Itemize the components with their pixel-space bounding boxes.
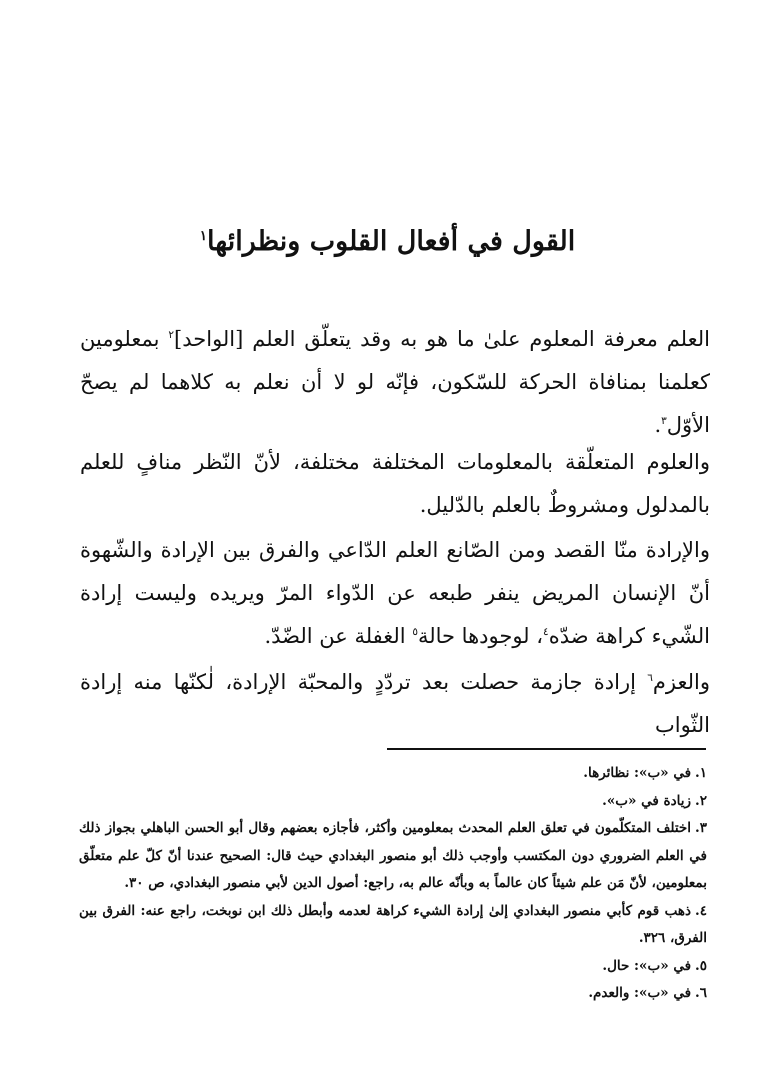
footnote-number: ٥. <box>695 957 707 974</box>
footnote-marker: ٢ <box>168 329 175 341</box>
body-paragraph <box>80 318 710 447</box>
footnote-text: في «ب»: حال. <box>602 957 692 974</box>
footnote-marker: ٤ <box>543 626 549 638</box>
footnote-marker: ٥ <box>412 626 418 638</box>
footnote-number: ٤. <box>695 902 707 919</box>
paragraph-text: . <box>654 413 662 437</box>
paragraph-text: والعزم <box>652 670 710 694</box>
footnote-text: في «ب»: نظائرها. <box>583 765 692 781</box>
footnote-separator <box>387 748 706 750</box>
footnote-number: ١. <box>695 765 707 781</box>
paragraph-text: والإرادة منّا القصد ومن الصّانع العلم الدّاعي والفرق بين الإرادة والشّهوة أنّ الإنسان المريض ينفر طبعه عن الدّواء المرّ ويريده وليست إرادة الشّيء كراهة ضدّه <box>80 538 710 648</box>
footnote-marker: ٣ <box>661 415 667 427</box>
footnote <box>79 898 707 953</box>
paragraph-text: بمعلومين كعلمنا بمنافاة الحركة للسّكون، فإنّه لو لا أن نعلم به كلاهما لم يصحّ الأوّل <box>80 327 710 437</box>
footnote <box>79 760 707 788</box>
body-paragraph <box>80 441 710 527</box>
footnote <box>79 788 707 816</box>
footnote-text: ذهب قوم كأبي منصور البغدادي إلىٰ إرادة الشيء كراهة لعدمه وأبطل ذلك ابن نوبخت، راجع عنه: الفرق بين الفرق، ٣٢٦. <box>79 902 707 946</box>
footnote-text: اختلف المتكلّمون في تعلق العلم المحدث بمعلومين وأكثر، فأجازه بعضهم وقال أبو الحسن الباهلي بجواز ذلك في العلم الضروري دون المكتسب وأوجب ذلك أبو منصور البغدادي حيث قال: الصحيح عندنا أنّ كلّ علم متعلّق بمعلومين، لأنّ مَن علم شيئاً كان عالماً به وبأنّه عالم به، راجع: أصول الدين لأبي منصور البغدادي، ص ٣٠. <box>79 820 707 891</box>
footnote-number: ٦. <box>695 985 707 1001</box>
body-paragraph <box>80 529 710 658</box>
footnote-text: في «ب»: والعدم. <box>588 985 692 1001</box>
paragraph-text: العلم معرفة المعلوم علىٰ ما هو به وقد يتعلّق العلم [الواحد] <box>174 327 711 351</box>
paragraph-text: ، لوجودها حالة <box>417 624 544 648</box>
footnotes <box>79 760 707 1008</box>
footnote-text: زيادة في «ب». <box>602 792 692 809</box>
paragraph-text: والعلوم المتعلّقة بالمعلومات المختلفة مختلفة، لأنّ النّظر منافٍ للعلم بالمدلول ومشروطٌ بالعلم بالدّليل. <box>80 450 710 517</box>
footnote-number: ٣. <box>695 820 707 836</box>
body-paragraph <box>80 661 710 747</box>
footnote <box>79 953 707 981</box>
heading-text: القول في أفعال القلوب ونظرائها <box>207 226 576 257</box>
footnote-number: ٢. <box>695 792 707 809</box>
paragraph-text: الغفلة عن الضّدّ. <box>264 624 413 648</box>
paragraph-text: إرادة جازمة حصلت بعد تردّدٍ والمحبّة الإرادة، لٰكنّها منه إرادة الثّواب <box>80 670 710 737</box>
footnote <box>79 815 707 898</box>
footnote-marker: ١ <box>199 228 208 244</box>
footnote <box>79 980 707 1008</box>
section-heading <box>0 222 775 262</box>
footnote-marker: ٦ <box>647 672 653 684</box>
